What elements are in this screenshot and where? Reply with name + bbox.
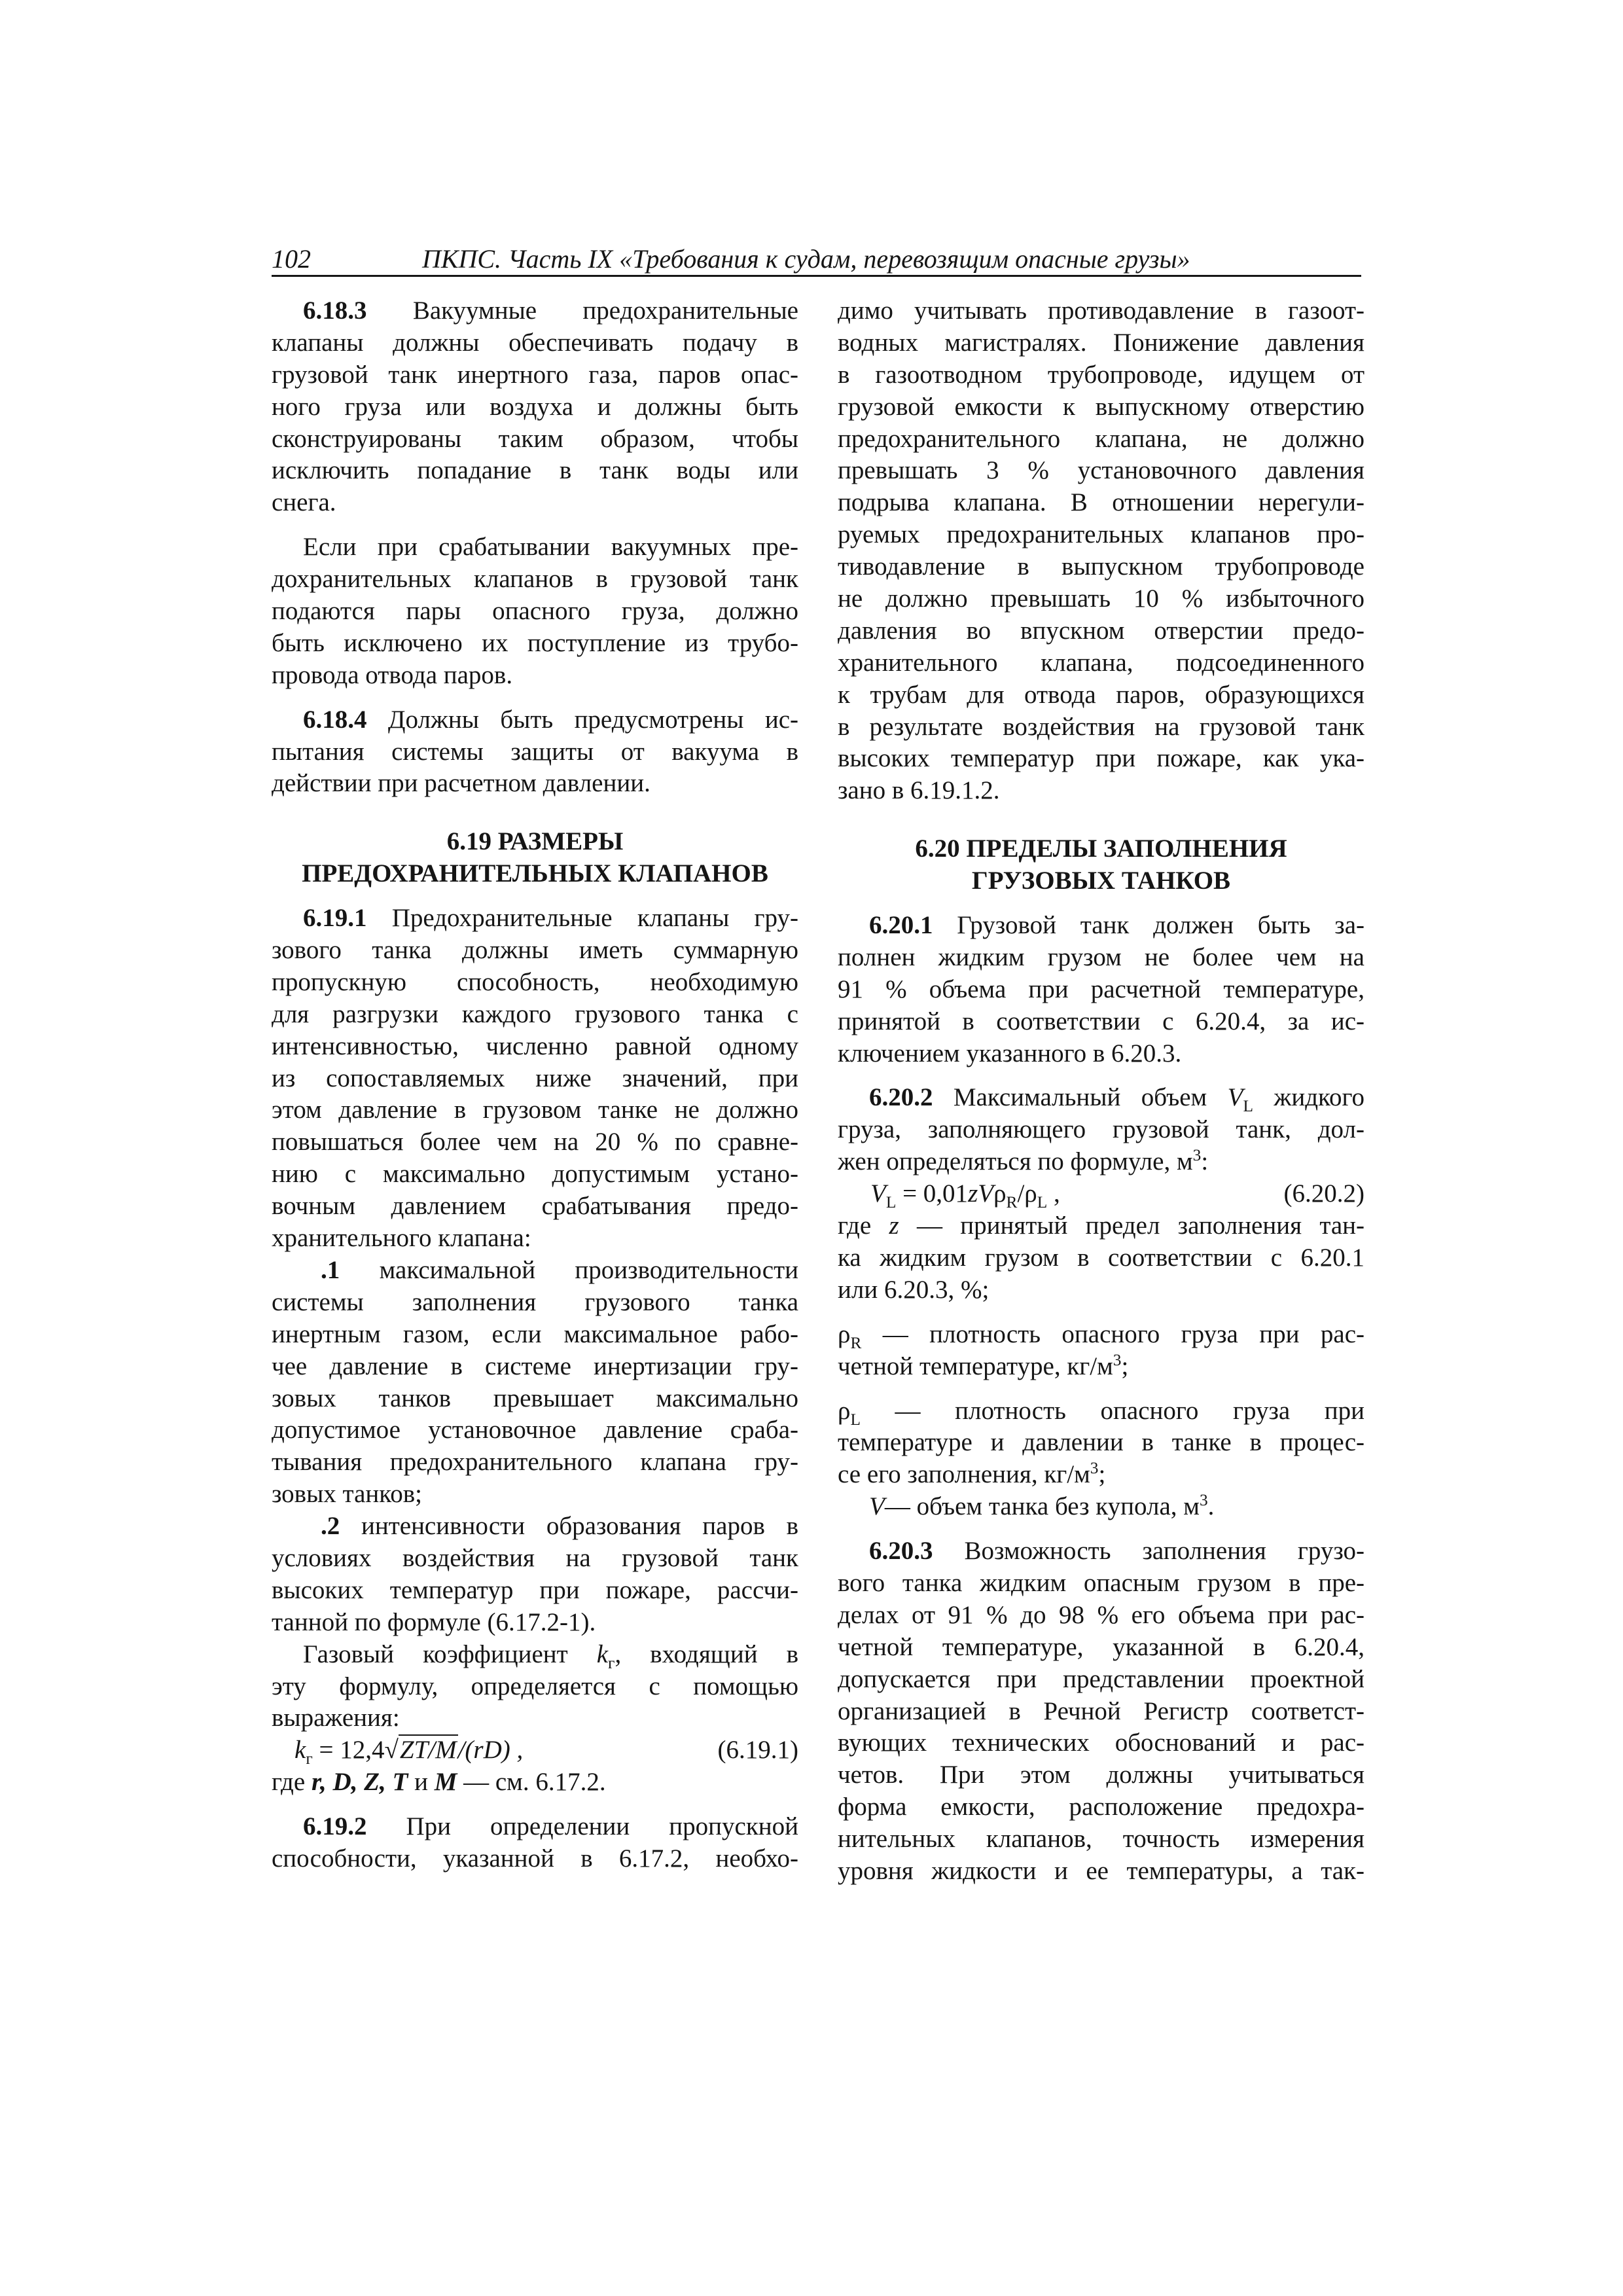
gas-coefficient-paragraph: Газовый коэффициент $k_г$, входящий в эту формулу, определяется с помощью выражения: xyxy=(272,1640,798,1732)
formula-expression: $k_г = 12,4√ZT/M/(rD)$ , xyxy=(294,1736,524,1767)
paragraph-6-20-1: 6.20.1 Грузовой танк должен быть за- полнен жидким грузом не более чем на 91 % объема при расчетной температуре, принятой в соответствии с 6.20.4, за ис- ключением указанного в 6.20.3. xyxy=(838,911,1364,1067)
paragraph-6-19-2-cont: димо учитывать противодавление в газоот- водных магистралях. Понижение давления в газоотводном трубопроводе, идущем от грузовой емкости к выпускному отверстию предохранительного клапана, не должно превышать 3 % установочного давления подрыва клапана. В отношении нерегули- руемых предохранительных клапанов про- тиводавление в выпускном трубопроводе не должно превышать 10 % избыточного давления во впускном отверстии предо- хранительного клапана, подсоединенного к трубам для отвода паров, образующихся в результате воздействия на грузовой танк высоких температур при пожаре, как ука- зано в 6.19.1.2. xyxy=(838,296,1364,805)
paragraph-6-18-4: 6.18.4 Должны быть предусмотрены ис- пытания системы защиты от вакуума в действии при расчетном давлении. xyxy=(272,705,798,798)
right-column xyxy=(838,295,1364,1888)
paragraph-6-19-2: 6.19.2 При определении пропускной способности, указанной в 6.17.2, необхо- xyxy=(272,1812,798,1873)
clause-number: 6.20.1 xyxy=(869,911,933,940)
clause-number: 6.19.1 xyxy=(303,904,367,933)
clause-number: 6.18.4 xyxy=(303,705,367,734)
item-number: .2 xyxy=(321,1512,340,1541)
clause-number: 6.18.3 xyxy=(303,296,367,325)
section-heading-6-20: 6.20 ПРЕДЕЛЫ ЗАПОЛНЕНИЯ ГРУЗОВЫХ ТАНКОВ xyxy=(915,834,1287,895)
formula-expression: $V_L = 0,01zV\rho_R/\rho_L$ , xyxy=(870,1179,1060,1211)
running-title: ПКПС. Часть IX «Требования к судам, перевозящим опасные грузы» xyxy=(422,244,1190,274)
paragraph-6-19-1: 6.19.1 Предохранительные клапаны гру- зового танка должны иметь суммарную пропускную способность, необходимую для разгрузки каждого грузового танка с интенсивностью, численно равной одному из сопоставляемых ниже значений, при этом давление в грузовом танке не должно повышаться более чем на 20 % по сравне- нию с максимально допустимым устано- вочным давлением срабатывания предо- хранительного клапана: xyxy=(272,904,798,1253)
left-column xyxy=(272,295,798,1875)
where-rho-l: $\rho_L$ — плотность опасного груза при температуре и давлении в танке в процес- се его заполнения, $кг/м^3$; xyxy=(838,1396,1364,1489)
page-number: 102 xyxy=(272,244,311,274)
item-number: .1 xyxy=(321,1255,340,1284)
list-item-2: .2 интенсивности образования паров в условиях воздействия на грузовой танк высоких температур при пожаре, рассчи- танной по формуле (6.17.2-1). xyxy=(272,1512,798,1636)
formula-6-20-2 xyxy=(838,1178,1364,1210)
where-rho-r: $\rho_R$ — плотность опасного груза при рас- четной температуре, $кг/м^3$; xyxy=(838,1319,1364,1380)
where-clause: где r, D, Z, T и M — см. 6.17.2. xyxy=(272,1768,606,1797)
clause-number: 6.20.2 xyxy=(869,1083,933,1112)
formula-number: (6.19.1) xyxy=(717,1736,798,1765)
paragraph-6-18-3: 6.18.3 Вакуумные предохранительные клапаны должны обеспечивать подачу в грузовой танк инертного газа, паров опас- ного груза или воздуха и должны быть сконструированы таким образом, чтобы исключить попадание в танк воды или снега. xyxy=(272,296,798,517)
formula-number: (6.20.2) xyxy=(1283,1179,1364,1208)
where-z: где z — принятый предел заполнения тан- ка жидким грузом в соответствии с 6.20.1 или 6.20.3, %; xyxy=(838,1211,1364,1304)
list-item-1: .1 максимальной производительности системы заполнения грузового танка инертным газом, если максимальное рабо- чее давление в системе инертизации гру- зовых танков превышает максимально допустимое установочное давление сраба- тывания предохранительного клапана гру- зовых танков; xyxy=(272,1255,798,1509)
clause-number: 6.20.3 xyxy=(869,1537,933,1566)
paragraph-6-20-2: 6.20.2 Максимальный объем $V_L$ жидкого груза, заполняющего грузовой танк, дол- жен определяться по формуле, $м^3$: xyxy=(838,1083,1364,1176)
where-v: V— объем танка без купола, $м^3$. xyxy=(869,1491,1215,1521)
sqrt-sign: √ xyxy=(384,1736,399,1765)
clause-number: 6.19.2 xyxy=(303,1812,367,1841)
header-rule xyxy=(272,275,1361,277)
running-header xyxy=(272,243,1361,275)
formula-6-19-1 xyxy=(272,1734,798,1767)
paragraph-6-18-3-cont: Если при срабатывании вакуумных пре- дохранительных клапанов в грузовой танк подаются пары опасного груза, должно быть исключено их поступление из трубо- провода отвода паров. xyxy=(272,533,798,689)
section-heading-6-19: 6.19 РАЗМЕРЫ ПРЕДОХРАНИТЕЛЬНЫХ КЛАПАНОВ xyxy=(302,827,768,888)
paragraph-6-20-3: 6.20.3 Возможность заполнения грузо- вого танка жидким опасным грузом в пре- делах от 91 % до 98 % его объема при рас- четной температуре, указанной в 6.20.4, допускается при представлении проектной организацией в Речной Регистр соответст- вующих технических обоснований и рас- четов. При этом должны учитываться форма емкости, расположение предохра- нительных клапанов, точность измерения уровня жидкости и ее температуры, а так- xyxy=(838,1537,1364,1885)
